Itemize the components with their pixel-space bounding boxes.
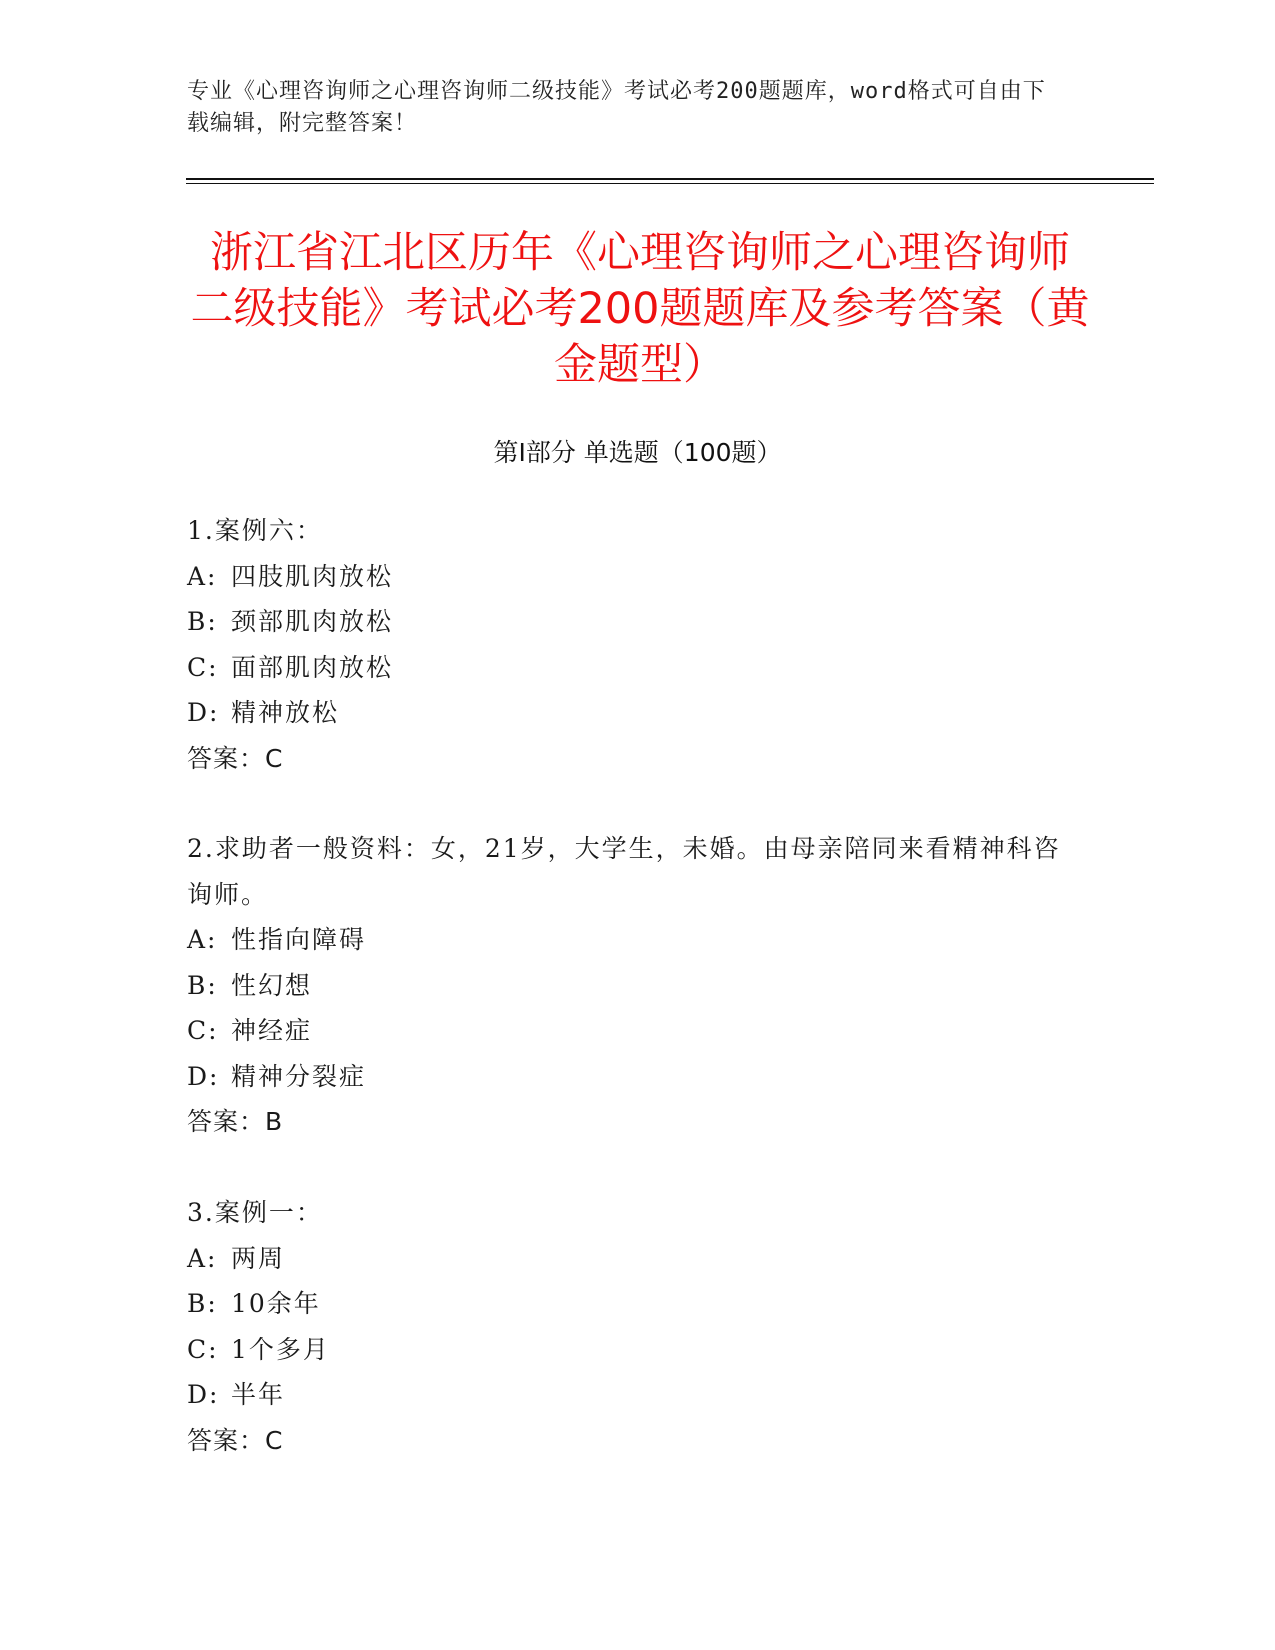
answer-line: 答案：C bbox=[187, 743, 284, 773]
answer-line: 答案：C bbox=[187, 1425, 284, 1455]
option-text: 性指向障碍 bbox=[231, 925, 367, 954]
question-stem: 1.案例六： bbox=[187, 516, 323, 545]
header-divider-thick bbox=[186, 178, 1154, 180]
option-b bbox=[187, 1281, 1067, 1327]
option-letter: A: bbox=[187, 1243, 218, 1273]
section-heading: 第I部分 单选题（100题） bbox=[493, 438, 782, 467]
question-stem: 3.案例一： bbox=[187, 1198, 323, 1227]
option-text: 1个多月 bbox=[231, 1334, 330, 1364]
option-a bbox=[187, 917, 1067, 963]
option-c bbox=[187, 645, 1067, 691]
option-letter: D: bbox=[187, 1380, 220, 1409]
option-a bbox=[187, 554, 1067, 600]
option-text: 半年 bbox=[231, 1380, 286, 1409]
header-divider-thin bbox=[186, 183, 1154, 184]
option-text: 颈部肌肉放松 bbox=[231, 607, 394, 636]
option-letter: A: bbox=[187, 925, 218, 954]
option-b bbox=[187, 963, 1067, 1009]
option-c bbox=[187, 1327, 1067, 1373]
option-text: 面部肌肉放松 bbox=[231, 652, 394, 682]
option-text: 10余年 bbox=[231, 1289, 321, 1318]
option-letter: B: bbox=[187, 607, 218, 636]
question-2 bbox=[187, 826, 1067, 1145]
header-note: 专业《心理咨询师之心理咨询师二级技能》考试必考200题题库，word格式可自由下载编辑，附完整答案！ bbox=[187, 79, 1046, 136]
option-a bbox=[187, 1236, 1067, 1282]
option-letter: B: bbox=[187, 1289, 218, 1318]
option-d bbox=[187, 690, 1067, 736]
option-text: 性幻想 bbox=[231, 970, 313, 1000]
option-text: 四肢肌肉放松 bbox=[231, 561, 394, 591]
option-b bbox=[187, 599, 1067, 645]
option-letter: C: bbox=[187, 1016, 219, 1045]
question-stem: 2.求助者一般资料：女，21岁，大学生，未婚。由母亲陪同来看精神科咨询师。 bbox=[187, 834, 1061, 909]
option-letter: D: bbox=[187, 1061, 220, 1091]
question-1 bbox=[187, 508, 1067, 781]
option-letter: C: bbox=[187, 1334, 219, 1364]
option-d bbox=[187, 1372, 1067, 1418]
option-letter: C: bbox=[187, 652, 219, 682]
option-c bbox=[187, 1008, 1067, 1054]
option-letter: B: bbox=[187, 970, 218, 1000]
option-letter: A: bbox=[187, 561, 218, 591]
answer-line: 答案：B bbox=[187, 1107, 284, 1136]
option-d bbox=[187, 1054, 1067, 1100]
option-text: 精神放松 bbox=[231, 698, 340, 727]
option-letter: D: bbox=[187, 698, 220, 727]
document-title: 浙江省江北区历年《心理咨询师之心理咨询师二级技能》考试必考200题题库及参考答案（黄金题型） bbox=[190, 228, 1090, 390]
option-text: 两周 bbox=[231, 1243, 286, 1273]
option-text: 神经症 bbox=[231, 1016, 313, 1045]
question-3 bbox=[187, 1190, 1067, 1463]
option-text: 精神分裂症 bbox=[231, 1061, 367, 1091]
